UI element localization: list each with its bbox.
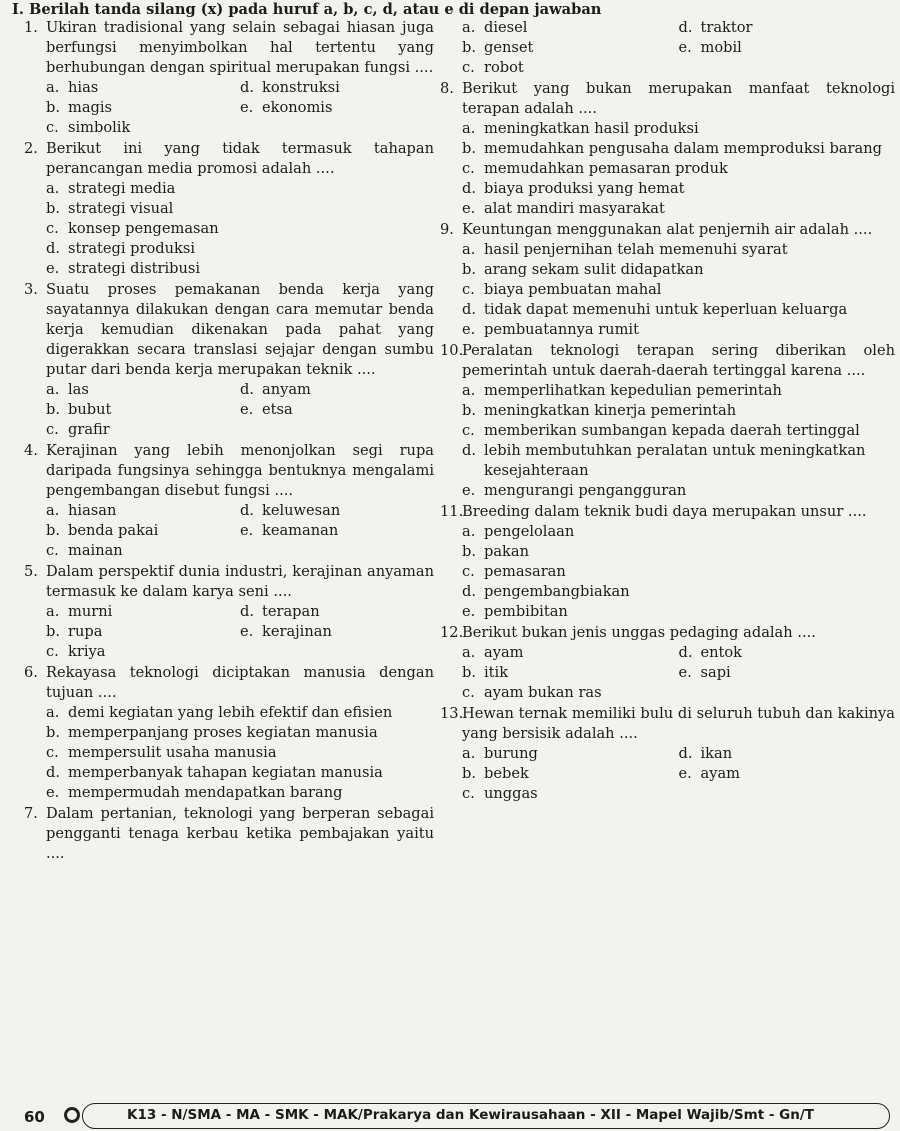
option-text: itik — [484, 664, 509, 681]
answer-option[interactable] — [46, 380, 240, 400]
option-text: meningkatkan hasil produksi — [484, 120, 699, 137]
option-letter: d. — [462, 442, 476, 459]
question-number: 10. — [440, 342, 464, 359]
answer-option[interactable] — [462, 481, 895, 501]
option-letter: d. — [678, 745, 693, 762]
answer-options — [24, 179, 434, 279]
option-letter: e. — [462, 321, 476, 338]
option-letter: b. — [462, 765, 476, 782]
option-letter: b. — [462, 402, 476, 419]
option-text: entok — [700, 644, 743, 661]
option-text: burung — [484, 745, 538, 762]
answer-option[interactable] — [46, 783, 434, 803]
answer-option[interactable] — [46, 602, 240, 622]
answer-option[interactable] — [462, 38, 679, 58]
question-item — [24, 280, 434, 440]
answer-options — [440, 381, 895, 501]
option-text: mainan — [68, 542, 123, 559]
option-text: unggas — [484, 785, 538, 802]
option-letter: b. — [46, 401, 60, 418]
option-letter: a. — [462, 382, 476, 399]
question-number: 5. — [24, 563, 38, 580]
answer-option[interactable] — [46, 501, 240, 521]
option-letter: a. — [46, 704, 60, 721]
answer-option[interactable] — [462, 199, 895, 219]
answer-option[interactable] — [462, 260, 895, 280]
option-letter: c. — [46, 744, 59, 761]
option-letter: b. — [462, 39, 476, 56]
question-number: 9. — [440, 221, 454, 238]
answer-option[interactable] — [46, 541, 240, 561]
option-text: biaya pembuatan mahal — [484, 281, 662, 298]
option-letter: e. — [678, 664, 692, 681]
answer-option[interactable] — [462, 542, 895, 562]
question-number: 11. — [440, 503, 464, 520]
answer-option[interactable] — [462, 643, 679, 663]
question-text: Breeding dalam teknik budi daya merupakan unsur .... — [462, 503, 867, 520]
option-letter: d. — [462, 180, 476, 197]
option-text: memberikan sumbangan kepada daerah tertinggal — [484, 422, 860, 439]
answer-option[interactable] — [462, 280, 895, 300]
question-text: Berikut ini yang tidak termasuk tahapan perancangan media promosi adalah .... — [46, 140, 434, 177]
answer-options — [440, 240, 895, 340]
question-stem — [440, 704, 895, 744]
question-text: Ukiran tradisional yang selain sebagai hiasan juga berfungsi menyimbolkan hal tertentu yang berhubungan dengan spiritual merupakan fungsi .... — [46, 19, 434, 76]
option-letter: c. — [462, 59, 475, 76]
option-letter: b. — [46, 623, 60, 640]
answer-option[interactable] — [46, 703, 434, 723]
option-letter: c. — [462, 160, 475, 177]
question-stem — [440, 623, 895, 643]
question-item — [24, 562, 434, 662]
option-text: ikan — [700, 745, 733, 762]
question-stem — [24, 280, 434, 380]
option-letter: d. — [678, 644, 693, 661]
option-text: pembuatannya rumit — [484, 321, 639, 338]
answer-option[interactable] — [462, 562, 895, 582]
footer-text: K13 - N/SMA - MA - SMK - MAK/Prakarya dan Kewirausahaan - XII - Mapel Wajib/Smt - Gn/T — [127, 1107, 815, 1123]
option-letter: e. — [462, 603, 476, 620]
answer-option[interactable] — [240, 622, 434, 642]
option-text: sapi — [700, 664, 731, 681]
answer-option[interactable] — [240, 501, 434, 521]
option-letter: b. — [46, 99, 60, 116]
answer-option[interactable] — [46, 259, 434, 279]
question-text: Keuntungan menggunakan alat penjernih air adalah .... — [462, 221, 873, 238]
option-letter: c. — [46, 643, 59, 660]
left-column — [24, 18, 434, 865]
option-letter: a. — [46, 502, 60, 519]
answer-option[interactable] — [679, 38, 896, 58]
question-number: 2. — [24, 140, 38, 157]
answer-option[interactable] — [462, 139, 895, 159]
answer-option[interactable] — [46, 763, 434, 783]
question-stem — [24, 562, 434, 602]
answer-option[interactable] — [679, 764, 896, 784]
question-number: 8. — [440, 80, 454, 97]
option-letter: e. — [678, 765, 692, 782]
option-text: strategi produksi — [68, 240, 196, 257]
option-text: memperbanyak tahapan kegiatan manusia — [68, 764, 383, 781]
answer-options — [440, 744, 895, 804]
answer-options — [440, 119, 895, 219]
option-text: keluwesan — [262, 502, 341, 519]
option-letter: c. — [462, 422, 475, 439]
option-text: mempermudah mendapatkan barang — [68, 784, 343, 801]
answer-option[interactable] — [462, 240, 895, 260]
option-text: anyam — [262, 381, 311, 398]
footer-bar — [82, 1103, 890, 1129]
answer-options — [24, 78, 434, 138]
option-text: grafir — [68, 421, 110, 438]
footer-circle-icon — [64, 1107, 80, 1123]
option-text: pengembangbiakan — [484, 583, 630, 600]
answer-option[interactable] — [462, 744, 679, 764]
option-letter: b. — [462, 261, 476, 278]
option-letter: b. — [462, 140, 476, 157]
answer-option[interactable] — [240, 78, 434, 98]
option-text: memudahkan pemasaran produk — [484, 160, 728, 177]
option-text: ayam — [484, 644, 524, 661]
question-text: Peralatan teknologi terapan sering diberikan oleh pemerintah untuk daerah-daerah tertinggal karena .... — [462, 342, 895, 379]
option-letter: d. — [46, 764, 60, 781]
option-letter: d. — [462, 583, 476, 600]
answer-options — [24, 602, 434, 662]
answer-options — [24, 380, 434, 440]
question-item — [24, 18, 434, 138]
answer-option[interactable] — [46, 98, 240, 118]
question-stem — [440, 79, 895, 119]
option-text: memperpanjang proses kegiatan manusia — [68, 724, 378, 741]
option-text: hias — [68, 79, 99, 96]
option-text: demi kegiatan yang lebih efektif dan efisien — [68, 704, 393, 721]
option-letter: c. — [462, 785, 475, 802]
question-text: Berikut yang bukan merupakan manfaat teknologi terapan adalah .... — [462, 80, 895, 117]
answer-option[interactable] — [462, 58, 679, 78]
answer-option[interactable] — [46, 118, 240, 138]
option-text: memudahkan pengusaha dalam memproduksi barang — [484, 140, 882, 157]
question-stem — [24, 139, 434, 179]
option-letter: c. — [46, 421, 59, 438]
option-text: mengurangi pengangguran — [484, 482, 687, 499]
option-letter: c. — [46, 119, 59, 136]
answer-option[interactable] — [46, 743, 434, 763]
question-number: 1. — [24, 19, 38, 36]
question-number: 6. — [24, 664, 38, 681]
option-letter: e. — [240, 99, 254, 116]
question-number: 3. — [24, 281, 38, 298]
option-text: robot — [484, 59, 524, 76]
option-text: kerajinan — [262, 623, 332, 640]
option-text: keamanan — [262, 522, 339, 539]
right-column — [440, 18, 895, 805]
option-text: rupa — [68, 623, 103, 640]
option-text: traktor — [700, 19, 753, 36]
option-text: alat mandiri masyarakat — [484, 200, 665, 217]
answer-option[interactable] — [240, 98, 434, 118]
option-text: ayam bukan ras — [484, 684, 602, 701]
question-item — [24, 663, 434, 803]
question-number: 12. — [440, 624, 464, 641]
option-letter: a. — [462, 523, 476, 540]
answer-option[interactable] — [462, 441, 895, 481]
question-number: 7. — [24, 805, 38, 822]
answer-option[interactable] — [46, 179, 434, 199]
option-text: genset — [484, 39, 534, 56]
option-letter: a. — [462, 644, 476, 661]
option-text: biaya produksi yang hemat — [484, 180, 685, 197]
option-letter: a. — [46, 381, 60, 398]
option-letter: d. — [240, 502, 254, 519]
question-text: Dalam perspektif dunia industri, kerajinan anyaman termasuk ke dalam karya seni .... — [46, 563, 434, 600]
question-item — [440, 220, 895, 340]
question-stem — [24, 663, 434, 703]
option-text: strategi visual — [68, 200, 174, 217]
answer-option[interactable] — [46, 723, 434, 743]
option-letter: a. — [46, 180, 60, 197]
option-text: pembibitan — [484, 603, 568, 620]
option-letter: a. — [46, 79, 60, 96]
option-text: magis — [68, 99, 113, 116]
option-text: etsa — [262, 401, 293, 418]
answer-option[interactable] — [462, 421, 895, 441]
option-letter: c. — [46, 220, 59, 237]
option-letter: e. — [240, 623, 254, 640]
option-text: pengelolaan — [484, 523, 575, 540]
question-item — [440, 79, 895, 219]
answer-option[interactable] — [46, 642, 240, 662]
question-item — [440, 341, 895, 501]
answer-option[interactable] — [462, 602, 895, 622]
question-item — [440, 704, 895, 804]
question-number: 13. — [440, 705, 464, 722]
answer-option[interactable] — [462, 320, 895, 340]
answer-option[interactable] — [679, 744, 896, 764]
question-number: 4. — [24, 442, 38, 459]
option-text: memperlihatkan kepedulian pemerintah — [484, 382, 782, 399]
option-text: terapan — [262, 603, 320, 620]
option-text: meningkatkan kinerja pemerintah — [484, 402, 737, 419]
question-item — [440, 18, 895, 78]
option-text: lebih membutuhkan peralatan untuk meningkatkan kesejahteraan — [484, 442, 866, 479]
question-text: Rekayasa teknologi diciptakan manusia dengan tujuan .... — [46, 664, 434, 701]
option-text: hiasan — [68, 502, 117, 519]
answer-option[interactable] — [462, 381, 895, 401]
option-text: simbolik — [68, 119, 131, 136]
question-stem — [24, 441, 434, 501]
answer-options — [24, 703, 434, 803]
option-letter: e. — [678, 39, 692, 56]
answer-option[interactable] — [46, 420, 240, 440]
option-text: pemasaran — [484, 563, 566, 580]
question-item — [440, 502, 895, 622]
page-number: 60 — [24, 1108, 45, 1126]
answer-options — [24, 501, 434, 561]
answer-option[interactable] — [679, 643, 896, 663]
answer-option[interactable] — [679, 663, 896, 683]
option-text: mobil — [700, 39, 742, 56]
option-letter: b. — [46, 200, 60, 217]
question-item — [24, 441, 434, 561]
option-letter: d. — [46, 240, 60, 257]
option-text: bebek — [484, 765, 529, 782]
option-letter: c. — [462, 563, 475, 580]
section-heading: I. Berilah tanda silang (x) pada huruf a, b, c, d, atau e di depan jawaban — [12, 1, 602, 18]
answer-option[interactable] — [462, 764, 679, 784]
option-letter: e. — [240, 401, 254, 418]
option-text: bubut — [68, 401, 112, 418]
option-letter: d. — [678, 19, 693, 36]
question-text: Kerajinan yang lebih menonjolkan segi rupa daripada fungsinya sehingga bentuknya mengalami pengembangan disebut fungsi .... — [46, 442, 434, 499]
option-text: arang sekam sulit didapatkan — [484, 261, 704, 278]
question-item — [24, 804, 434, 864]
answer-option[interactable] — [46, 400, 240, 420]
answer-option[interactable] — [240, 380, 434, 400]
option-text: hasil penjernihan telah memenuhi syarat — [484, 241, 788, 258]
option-letter: a. — [462, 120, 476, 137]
option-text: diesel — [484, 19, 528, 36]
answer-option[interactable] — [462, 300, 895, 320]
answer-option[interactable] — [462, 119, 895, 139]
option-letter: b. — [46, 724, 60, 741]
answer-option[interactable] — [46, 622, 240, 642]
option-text: ayam — [700, 765, 740, 782]
answer-option[interactable] — [46, 78, 240, 98]
option-text: strategi media — [68, 180, 176, 197]
question-text: Suatu proses pemakanan benda kerja yang sayatannya dilakukan dengan cara memutar benda kerja kemudian dikenakan pada pahat yang digerakkan secara translasi sejajar dengan sumbu putar dari benda kerja merupakan teknik .... — [46, 281, 434, 378]
answer-option[interactable] — [240, 521, 434, 541]
option-letter: b. — [462, 664, 476, 681]
question-stem — [24, 804, 434, 864]
answer-option[interactable] — [46, 219, 434, 239]
option-text: strategi distribusi — [68, 260, 201, 277]
option-letter: c. — [462, 684, 475, 701]
option-text: ekonomis — [262, 99, 333, 116]
option-letter: b. — [46, 522, 60, 539]
question-item — [24, 139, 434, 279]
answer-option[interactable] — [462, 784, 679, 804]
option-letter: a. — [462, 241, 476, 258]
question-text: Berikut bukan jenis unggas pedaging adalah .... — [462, 624, 816, 641]
option-text: pakan — [484, 543, 529, 560]
answer-option[interactable] — [462, 663, 679, 683]
answer-options — [440, 522, 895, 622]
answer-option[interactable] — [240, 602, 434, 622]
answer-option[interactable] — [679, 18, 896, 38]
option-text: konstruksi — [262, 79, 340, 96]
answer-option[interactable] — [462, 159, 895, 179]
option-letter: d. — [240, 381, 254, 398]
option-text: las — [68, 381, 89, 398]
option-letter: a. — [462, 19, 476, 36]
answer-option[interactable] — [46, 521, 240, 541]
option-text: tidak dapat memenuhi untuk keperluan keluarga — [484, 301, 848, 318]
option-letter: e. — [462, 482, 476, 499]
option-letter: e. — [240, 522, 254, 539]
option-letter: a. — [46, 603, 60, 620]
option-letter: d. — [240, 603, 254, 620]
question-text: Dalam pertanian, teknologi yang berperan sebagai pengganti tenaga kerbau ketika pembajakan yaitu .... — [46, 805, 434, 862]
answer-options — [440, 18, 895, 78]
option-letter: b. — [462, 543, 476, 560]
question-text: Hewan ternak memiliki bulu di seluruh tubuh dan kakinya yang bersisik adalah .... — [462, 705, 895, 742]
question-stem — [440, 502, 895, 522]
option-letter: a. — [462, 745, 476, 762]
question-item — [440, 623, 895, 703]
option-letter: e. — [462, 200, 476, 217]
answer-option[interactable] — [462, 522, 895, 542]
answer-option[interactable] — [462, 683, 679, 703]
answer-option[interactable] — [240, 400, 434, 420]
option-text: murni — [68, 603, 113, 620]
question-stem — [440, 341, 895, 381]
option-letter: d. — [240, 79, 254, 96]
option-text: konsep pengemasan — [68, 220, 219, 237]
option-text: mempersulit usaha manusia — [68, 744, 277, 761]
answer-option[interactable] — [462, 582, 895, 602]
answer-option[interactable] — [462, 401, 895, 421]
option-text: benda pakai — [68, 522, 159, 539]
option-letter: c. — [462, 281, 475, 298]
option-letter: d. — [462, 301, 476, 318]
option-text: kriya — [68, 643, 106, 660]
option-letter: e. — [46, 784, 60, 801]
question-stem — [24, 18, 434, 78]
page-footer — [0, 1101, 900, 1131]
answer-option[interactable] — [46, 199, 434, 219]
option-letter: e. — [46, 260, 60, 277]
answer-option[interactable] — [462, 18, 679, 38]
question-stem — [440, 220, 895, 240]
answer-option[interactable] — [46, 239, 434, 259]
answer-option[interactable] — [462, 179, 895, 199]
answer-options — [440, 643, 895, 703]
option-letter: c. — [46, 542, 59, 559]
